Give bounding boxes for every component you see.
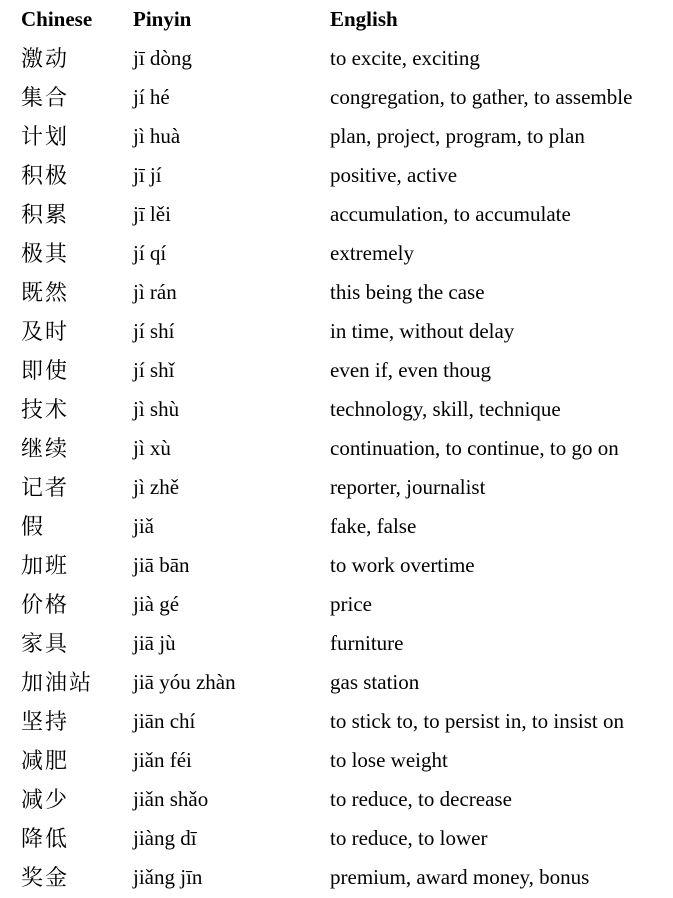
chinese-cell: 极其 bbox=[21, 241, 70, 266]
pinyin-cell: jí hé bbox=[133, 85, 170, 109]
table-row bbox=[0, 351, 673, 390]
table-header-row bbox=[0, 0, 673, 39]
english-cell: reporter, journalist bbox=[330, 475, 486, 499]
chinese-cell: 记者 bbox=[21, 475, 70, 500]
english-cell: accumulation, to accumulate bbox=[330, 202, 571, 226]
english-cell: in time, without delay bbox=[330, 319, 515, 343]
column-header-chinese: Chinese bbox=[21, 7, 93, 31]
chinese-cell: 积极 bbox=[21, 163, 70, 188]
pinyin-cell: jiǎng jīn bbox=[133, 865, 203, 889]
english-cell: to reduce, to lower bbox=[330, 826, 488, 850]
chinese-cell: 价格 bbox=[21, 592, 70, 617]
chinese-cell: 计划 bbox=[21, 124, 70, 149]
table-row bbox=[0, 78, 673, 117]
english-cell: continuation, to continue, to go on bbox=[330, 436, 619, 460]
english-cell: positive, active bbox=[330, 163, 458, 187]
column-header-pinyin: Pinyin bbox=[133, 7, 192, 31]
pinyin-cell: jī dòng bbox=[133, 46, 192, 70]
pinyin-cell: jì huà bbox=[133, 124, 181, 148]
pinyin-cell: jiā jù bbox=[133, 631, 176, 655]
pinyin-cell: jiǎn shǎo bbox=[133, 787, 209, 811]
english-cell: to excite, exciting bbox=[330, 46, 480, 70]
chinese-cell: 坚持 bbox=[21, 709, 70, 734]
english-cell: premium, award money, bonus bbox=[330, 865, 590, 889]
english-cell: furniture bbox=[330, 631, 404, 655]
english-cell: extremely bbox=[330, 241, 414, 265]
table-row bbox=[0, 702, 673, 741]
table-row bbox=[0, 468, 673, 507]
english-cell: even if, even thoug bbox=[330, 358, 491, 382]
chinese-cell: 家具 bbox=[21, 631, 70, 656]
chinese-cell: 加班 bbox=[21, 553, 70, 578]
table-row bbox=[0, 624, 673, 663]
english-cell: congregation, to gather, to assemble bbox=[330, 85, 633, 109]
pinyin-cell: jí shǐ bbox=[133, 358, 175, 382]
pinyin-cell: jí shí bbox=[133, 319, 175, 343]
table-row bbox=[0, 663, 673, 702]
pinyin-cell: jì xù bbox=[133, 436, 171, 460]
pinyin-cell: jì shù bbox=[133, 397, 180, 421]
english-cell: to stick to, to persist in, to insist on bbox=[330, 709, 625, 733]
english-cell: to work overtime bbox=[330, 553, 475, 577]
pinyin-cell: jī jí bbox=[133, 163, 162, 187]
chinese-cell: 积累 bbox=[21, 202, 70, 227]
chinese-cell: 集合 bbox=[21, 85, 70, 110]
pinyin-cell: jì rán bbox=[133, 280, 177, 304]
chinese-cell: 即使 bbox=[21, 358, 70, 383]
table-row bbox=[0, 741, 673, 780]
english-cell: gas station bbox=[330, 670, 420, 694]
pinyin-cell: jiǎn féi bbox=[133, 748, 192, 772]
table-row bbox=[0, 429, 673, 468]
table-row bbox=[0, 585, 673, 624]
table-row bbox=[0, 390, 673, 429]
chinese-cell: 加油站 bbox=[21, 670, 94, 695]
table-row bbox=[0, 39, 673, 78]
table-row bbox=[0, 858, 673, 897]
table-row bbox=[0, 117, 673, 156]
table-row bbox=[0, 780, 673, 819]
english-cell: fake, false bbox=[330, 514, 417, 538]
english-cell: to lose weight bbox=[330, 748, 448, 772]
english-cell: price bbox=[330, 592, 372, 616]
chinese-cell: 及时 bbox=[21, 319, 70, 344]
column-header-english: English bbox=[330, 7, 398, 31]
pinyin-cell: jiǎ bbox=[133, 514, 154, 538]
chinese-cell: 激动 bbox=[21, 46, 70, 71]
table-row bbox=[0, 819, 673, 858]
pinyin-cell: jì zhě bbox=[133, 475, 180, 499]
table-row bbox=[0, 195, 673, 234]
chinese-cell: 奖金 bbox=[21, 865, 70, 890]
english-cell: to reduce, to decrease bbox=[330, 787, 512, 811]
table-row bbox=[0, 546, 673, 585]
pinyin-cell: jiàng dī bbox=[133, 826, 197, 850]
chinese-cell: 既然 bbox=[21, 280, 70, 305]
table-row bbox=[0, 273, 673, 312]
pinyin-cell: jī lěi bbox=[133, 202, 171, 226]
chinese-cell: 继续 bbox=[21, 436, 70, 461]
pinyin-cell: jiā bān bbox=[133, 553, 190, 577]
table-row bbox=[0, 507, 673, 546]
pinyin-cell: jiān chí bbox=[133, 709, 196, 733]
table-row bbox=[0, 312, 673, 351]
chinese-cell: 减少 bbox=[21, 787, 70, 812]
english-cell: plan, project, program, to plan bbox=[330, 124, 585, 148]
pinyin-cell: jià gé bbox=[133, 592, 180, 616]
chinese-cell: 降低 bbox=[21, 826, 70, 851]
table-row bbox=[0, 156, 673, 195]
english-cell: technology, skill, technique bbox=[330, 397, 561, 421]
pinyin-cell: jiā yóu zhàn bbox=[133, 670, 236, 694]
chinese-cell: 减肥 bbox=[21, 748, 70, 773]
table-row bbox=[0, 234, 673, 273]
pinyin-cell: jí qí bbox=[133, 241, 167, 265]
english-cell: this being the case bbox=[330, 280, 485, 304]
chinese-cell: 假 bbox=[21, 514, 46, 539]
chinese-cell: 技术 bbox=[21, 397, 70, 422]
